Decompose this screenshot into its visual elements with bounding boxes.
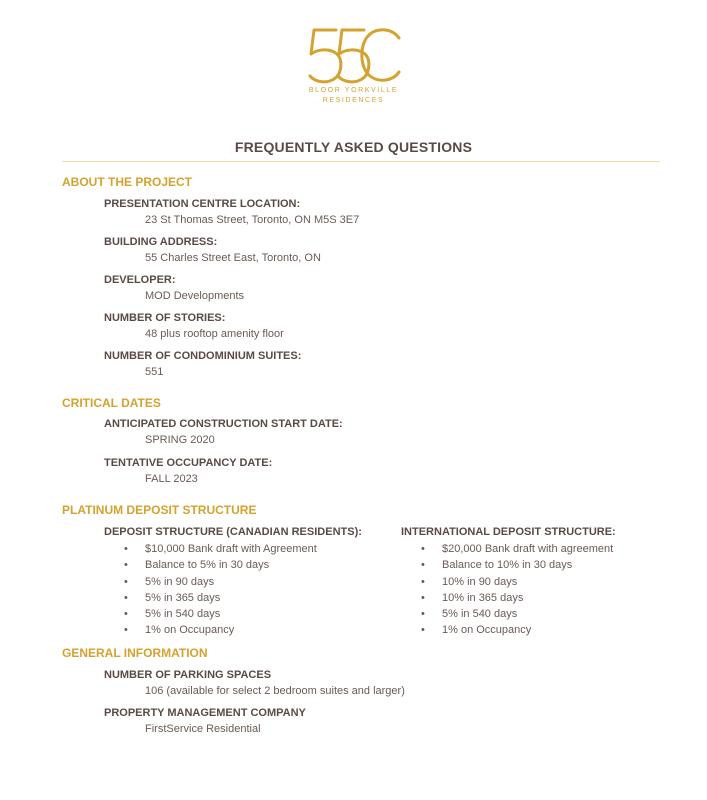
list-item: • 5% in 540 days	[421, 606, 613, 622]
canadian-deposit-list	[124, 541, 317, 639]
faq-label: PROPERTY MANAGEMENT COMPANY	[104, 707, 306, 719]
faq-label: ANTICIPATED CONSTRUCTION START DATE:	[104, 418, 343, 430]
logo-tagline-2: RESIDENCES	[322, 97, 385, 104]
faq-label: NUMBER OF CONDOMINIUM SUITES:	[104, 350, 302, 362]
section-heading-dates: CRITICAL DATES	[62, 396, 161, 410]
section-heading-deposit: PLATINUM DEPOSIT STRUCTURE	[62, 503, 257, 517]
faq-value: 23 St Thomas Street, Toronto, ON M5S 3E7	[145, 214, 360, 226]
list-item: • 5% in 365 days	[124, 590, 317, 606]
faq-label: PRESENTATION CENTRE LOCATION:	[104, 198, 301, 210]
international-deposit-list	[421, 541, 613, 639]
section-heading-general: GENERAL INFORMATION	[62, 646, 208, 660]
logo-mark-icon	[306, 24, 402, 86]
faq-value: FirstService Residential	[145, 723, 261, 735]
faq-label: BUILDING ADDRESS:	[104, 236, 218, 248]
list-item: • 10% in 90 days	[421, 574, 613, 590]
list-item: • 10% in 365 days	[421, 590, 613, 606]
brand-logo	[0, 24, 707, 106]
title-divider	[62, 161, 660, 162]
list-item: • Balance to 10% in 30 days	[421, 557, 613, 573]
list-item: • 1% on Occupancy	[124, 622, 317, 638]
international-deposit-title: INTERNATIONAL DEPOSIT STRUCTURE:	[401, 526, 616, 538]
list-item: • 1% on Occupancy	[421, 622, 613, 638]
faq-value: 551	[145, 366, 164, 378]
faq-value: 106 (available for select 2 bedroom suites and larger)	[145, 685, 405, 697]
faq-value: 48 plus rooftop amenity floor	[145, 328, 284, 340]
faq-label: DEVELOPER:	[104, 274, 176, 286]
faq-value: 55 Charles Street East, Toronto, ON	[145, 252, 321, 264]
section-heading-about: ABOUT THE PROJECT	[62, 175, 193, 189]
list-item: • $20,000 Bank draft with agreement	[421, 541, 613, 557]
faq-value: MOD Developments	[145, 290, 245, 302]
list-item: • 5% in 90 days	[124, 574, 317, 590]
faq-label: NUMBER OF PARKING SPACES	[104, 669, 272, 681]
list-item: • 5% in 540 days	[124, 606, 317, 622]
faq-label: NUMBER OF STORIES:	[104, 312, 226, 324]
list-item: • $10,000 Bank draft with Agreement	[124, 541, 317, 557]
canadian-deposit-title: DEPOSIT STRUCTURE (CANADIAN RESIDENTS):	[104, 526, 362, 538]
faq-value: FALL 2023	[145, 473, 198, 485]
faq-label: TENTATIVE OCCUPANCY DATE:	[104, 457, 273, 469]
page-title: FREQUENTLY ASKED QUESTIONS	[234, 139, 473, 155]
logo-tagline-1: BLOOR YORKVILLE	[308, 87, 399, 94]
faq-value: SPRING 2020	[145, 434, 215, 446]
list-item: • Balance to 5% in 30 days	[124, 557, 317, 573]
